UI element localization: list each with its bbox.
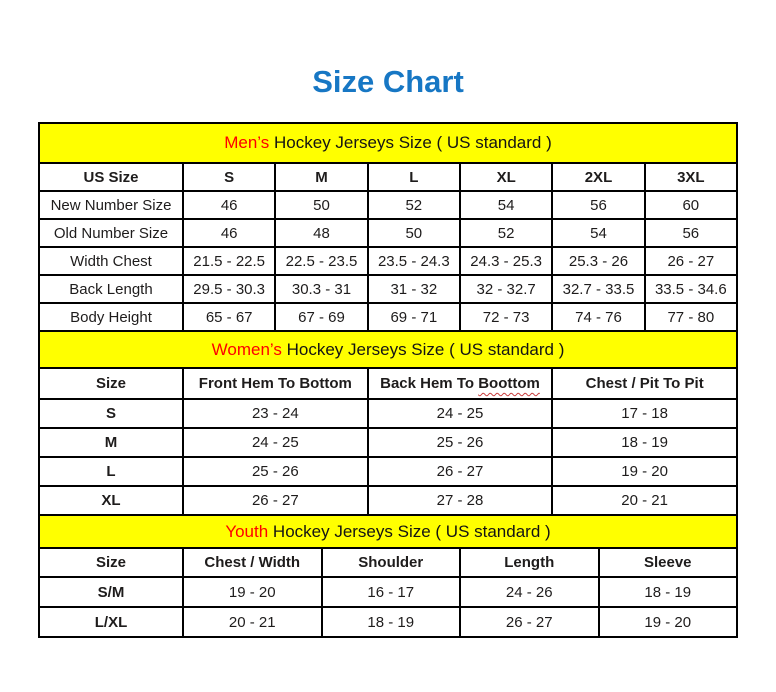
table-row	[39, 247, 737, 275]
table-cell: 23.5 - 24.3	[368, 247, 460, 275]
mens-banner-row	[39, 123, 737, 163]
column-header	[368, 368, 553, 399]
table-cell: 20 - 21	[552, 486, 737, 515]
table-cell: 46	[183, 219, 275, 247]
row-label: S	[39, 399, 183, 428]
row-label: L	[39, 457, 183, 486]
table-cell: 50	[275, 191, 367, 219]
table-cell: 25 - 26	[368, 428, 553, 457]
column-header: Shoulder	[322, 548, 461, 577]
column-header: Size	[39, 368, 183, 399]
table-cell: 74 - 76	[552, 303, 644, 331]
row-label: XL	[39, 486, 183, 515]
column-header: Length	[460, 548, 599, 577]
column-header: Chest / Width	[183, 548, 322, 577]
womens-banner-row	[39, 331, 737, 368]
youth-banner-highlight: Youth	[225, 521, 269, 541]
column-header: US Size	[39, 163, 183, 191]
row-label: S/M	[39, 577, 183, 607]
table-cell: 54	[460, 191, 552, 219]
table-cell: 26 - 27	[183, 486, 368, 515]
column-header: Chest / Pit To Pit	[552, 368, 737, 399]
misspelled-word-spellcheck-underline: Boottom	[478, 375, 540, 392]
table-cell: 19 - 20	[599, 607, 738, 637]
row-label: Body Height	[39, 303, 183, 331]
table-cell: 24.3 - 25.3	[460, 247, 552, 275]
row-label: L/XL	[39, 607, 183, 637]
womens-header-row	[39, 368, 737, 399]
table-cell: 48	[275, 219, 367, 247]
table-cell: 32.7 - 33.5	[552, 275, 644, 303]
table-cell: 33.5 - 34.6	[645, 275, 737, 303]
table-cell: 18 - 19	[552, 428, 737, 457]
column-header: Size	[39, 548, 183, 577]
row-label: Width Chest	[39, 247, 183, 275]
table-cell: 29.5 - 30.3	[183, 275, 275, 303]
size-chart	[38, 122, 738, 638]
table-cell: 32 - 32.7	[460, 275, 552, 303]
table-row	[39, 399, 737, 428]
table-cell: 24 - 26	[460, 577, 599, 607]
row-label: New Number Size	[39, 191, 183, 219]
column-header: Sleeve	[599, 548, 738, 577]
table-row	[39, 219, 737, 247]
table-cell: 30.3 - 31	[275, 275, 367, 303]
table-row	[39, 607, 737, 637]
youth-header-row	[39, 548, 737, 577]
column-header-text: Back Hem To	[380, 375, 479, 392]
table-cell: 18 - 19	[322, 607, 461, 637]
table-cell: 56	[552, 191, 644, 219]
youth-banner-text: Hockey Jerseys Size ( US standard )	[268, 521, 551, 541]
table-cell: 21.5 - 22.5	[183, 247, 275, 275]
womens-size-table	[38, 330, 738, 516]
womens-banner-text: Hockey Jerseys Size ( US standard )	[281, 339, 565, 359]
table-cell: 77 - 80	[645, 303, 737, 331]
row-label: Back Length	[39, 275, 183, 303]
column-header: S	[183, 163, 275, 191]
table-cell: 24 - 25	[183, 428, 368, 457]
table-row	[39, 191, 737, 219]
womens-section-banner	[39, 331, 737, 368]
table-cell: 19 - 20	[183, 577, 322, 607]
table-row	[39, 457, 737, 486]
row-label: Old Number Size	[39, 219, 183, 247]
table-cell: 56	[645, 219, 737, 247]
table-cell: 65 - 67	[183, 303, 275, 331]
column-header: M	[275, 163, 367, 191]
table-row	[39, 303, 737, 331]
table-cell: 60	[645, 191, 737, 219]
table-cell: 69 - 71	[368, 303, 460, 331]
column-header: L	[368, 163, 460, 191]
table-cell: 19 - 20	[552, 457, 737, 486]
table-cell: 18 - 19	[599, 577, 738, 607]
table-cell: 17 - 18	[552, 399, 737, 428]
table-cell: 31 - 32	[368, 275, 460, 303]
table-cell: 27 - 28	[368, 486, 553, 515]
row-label: M	[39, 428, 183, 457]
table-cell: 20 - 21	[183, 607, 322, 637]
youth-size-table	[38, 514, 738, 638]
column-header: 2XL	[552, 163, 644, 191]
womens-banner-highlight: Women’s	[211, 339, 282, 359]
mens-size-table	[38, 122, 738, 332]
table-cell: 24 - 25	[368, 399, 553, 428]
table-cell: 26 - 27	[645, 247, 737, 275]
table-cell: 23 - 24	[183, 399, 368, 428]
table-cell: 16 - 17	[322, 577, 461, 607]
youth-section-banner	[39, 515, 737, 548]
table-cell: 67 - 69	[275, 303, 367, 331]
mens-header-row	[39, 163, 737, 191]
column-header: XL	[460, 163, 552, 191]
column-header: Front Hem To Bottom	[183, 368, 368, 399]
mens-banner-text: Hockey Jerseys Size ( US standard )	[269, 133, 552, 152]
mens-section-banner	[39, 123, 737, 163]
table-cell: 25.3 - 26	[552, 247, 644, 275]
table-row	[39, 486, 737, 515]
table-cell: 25 - 26	[183, 457, 368, 486]
table-cell: 22.5 - 23.5	[275, 247, 367, 275]
table-cell: 52	[368, 191, 460, 219]
table-cell: 50	[368, 219, 460, 247]
table-row	[39, 275, 737, 303]
table-cell: 26 - 27	[368, 457, 553, 486]
table-row	[39, 428, 737, 457]
table-cell: 54	[552, 219, 644, 247]
table-cell: 52	[460, 219, 552, 247]
mens-banner-highlight: Men’s	[224, 133, 270, 152]
youth-banner-row	[39, 515, 737, 548]
table-cell: 72 - 73	[460, 303, 552, 331]
column-header: 3XL	[645, 163, 737, 191]
table-cell: 46	[183, 191, 275, 219]
table-row	[39, 577, 737, 607]
table-cell: 26 - 27	[460, 607, 599, 637]
page-title: Size Chart	[312, 64, 464, 99]
